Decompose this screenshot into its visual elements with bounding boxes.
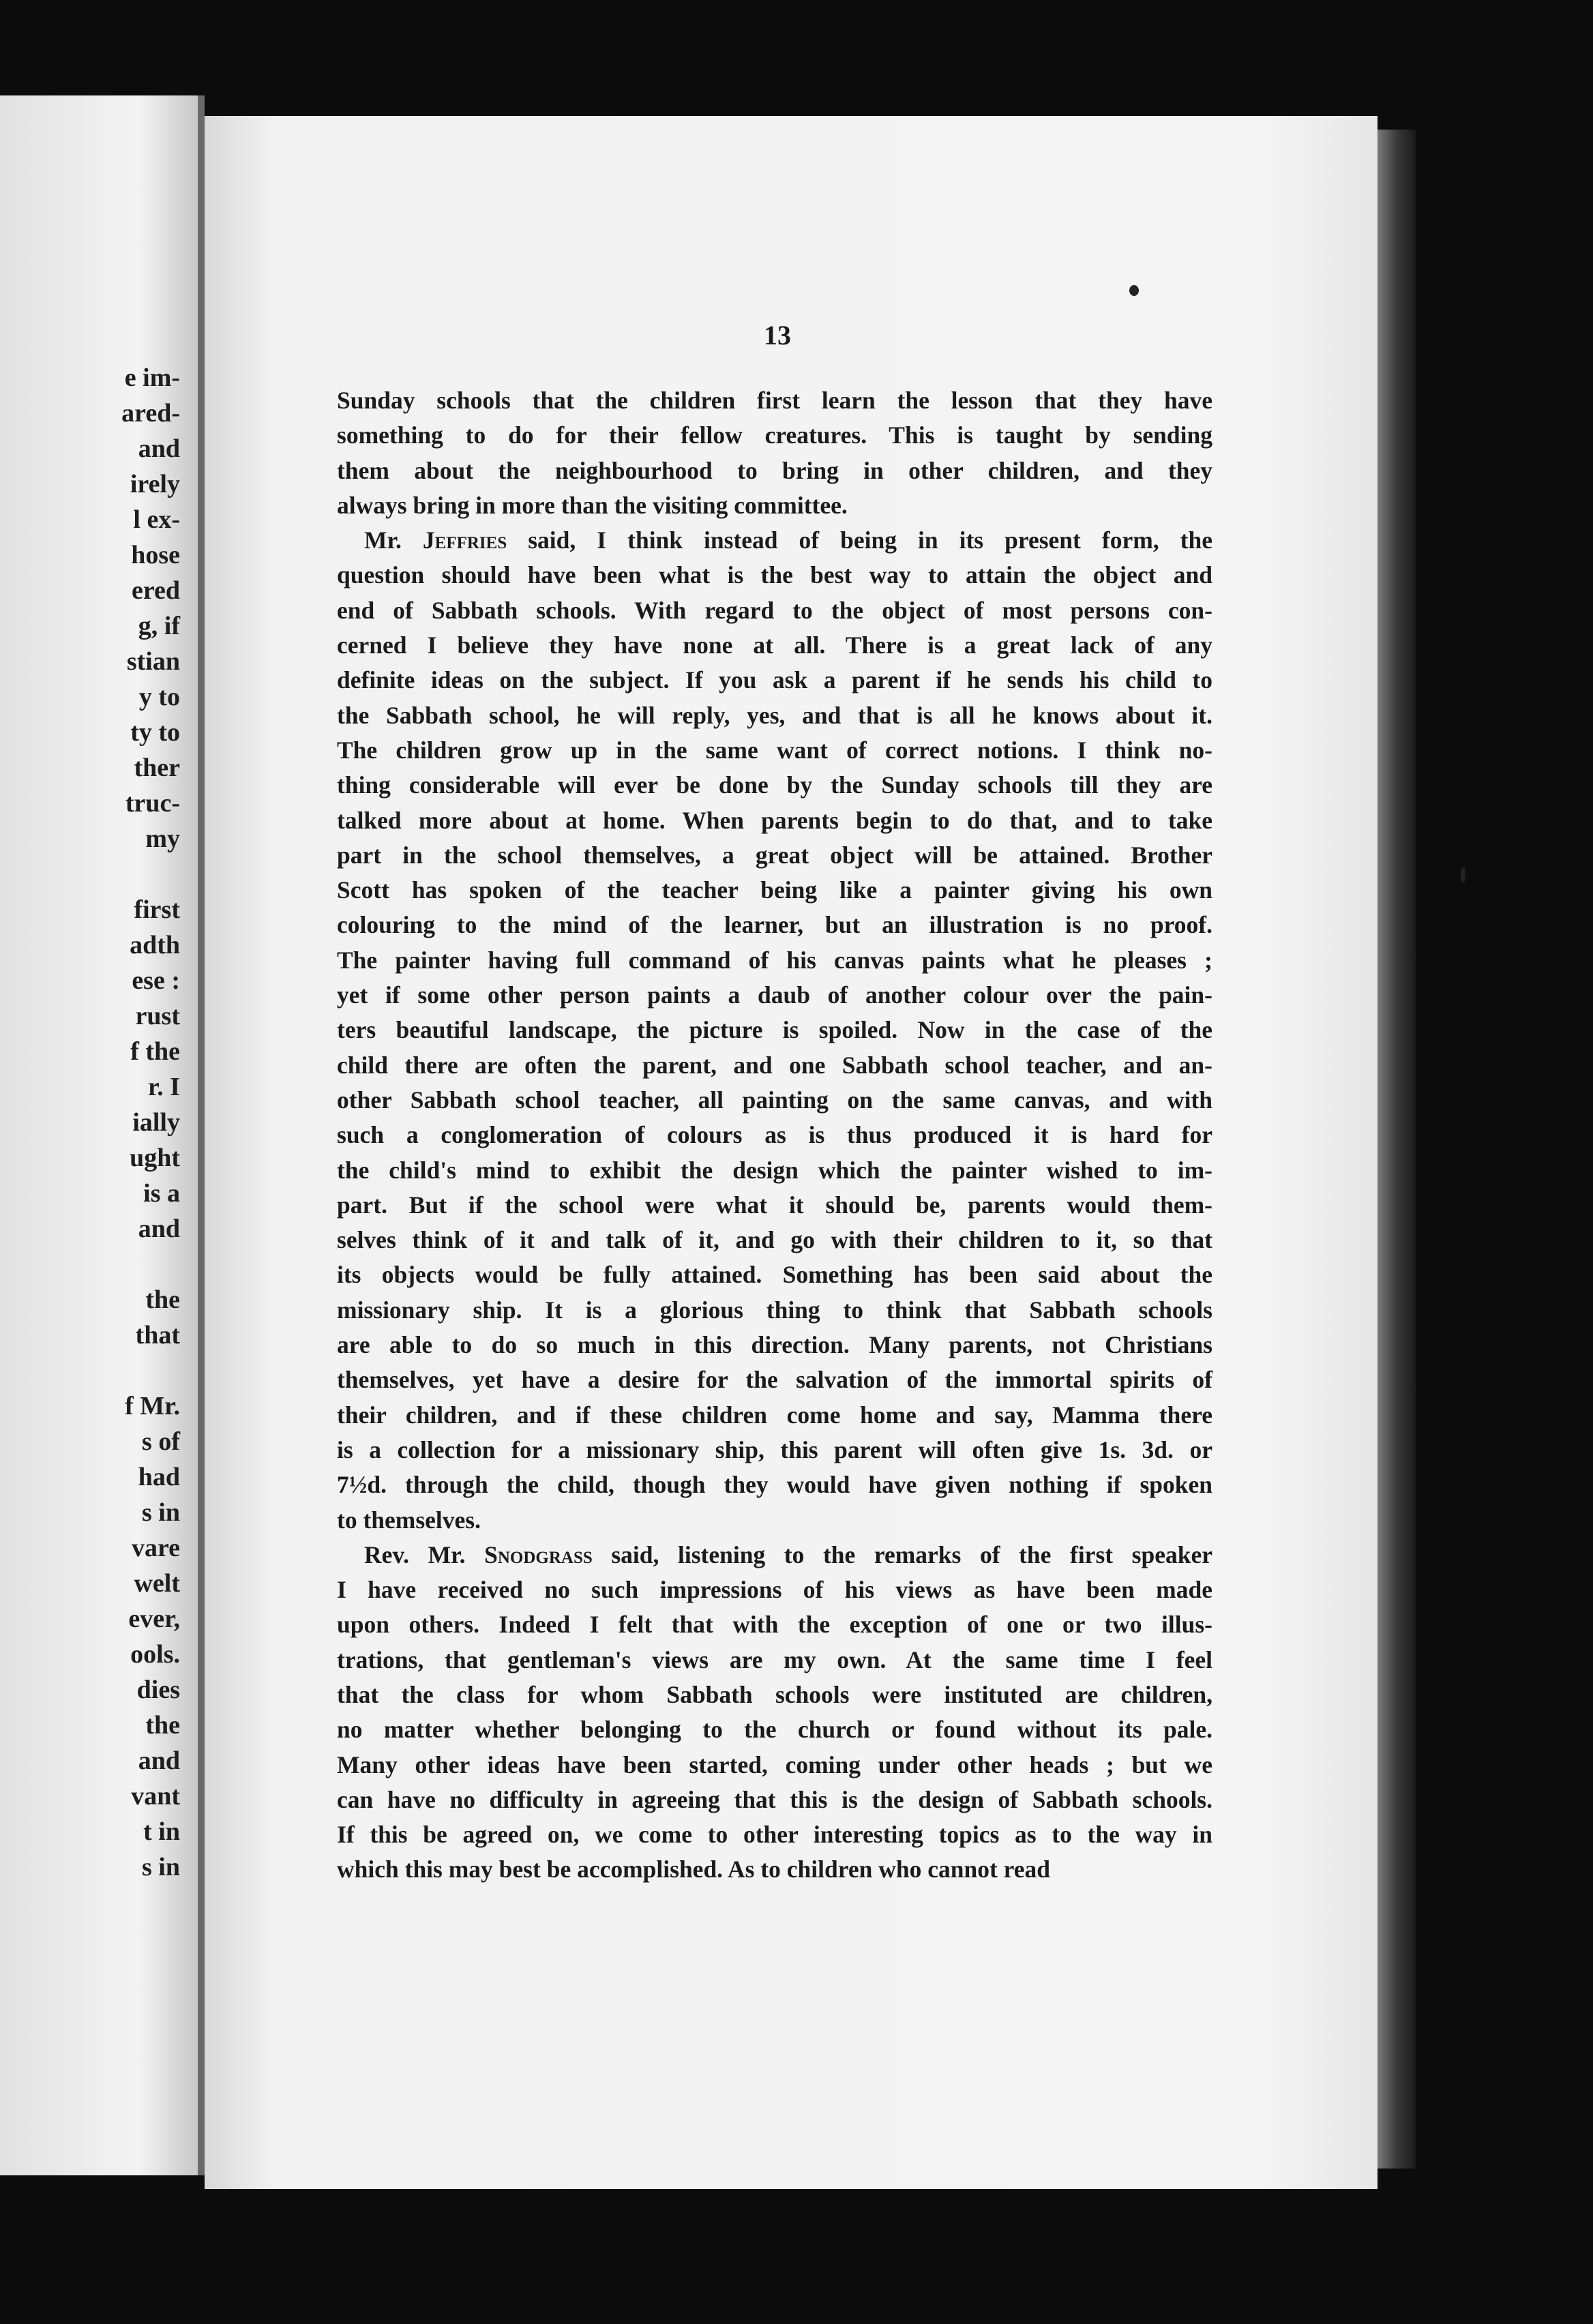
text-line: yet if some other person paints a daub of another colour over the pain-: [337, 981, 1212, 1009]
text-line: them about the neighbourhood to bring in other children, and they: [337, 456, 1212, 484]
text-line: other Sabbath school teacher, all painting on the same canvas, and with: [337, 1086, 1212, 1114]
text-line: which this may best be accomplished. As to children who cannot read: [337, 1856, 1051, 1883]
left-fragment-line: s in: [142, 1498, 180, 1527]
text-line: something to do for their fellow creatures. This is taught by sending: [337, 421, 1212, 449]
text-line: that the class for whom Sabbath schools were instituted are children,: [337, 1680, 1212, 1708]
left-fragment-line: first: [134, 895, 180, 924]
scan-mark: [1461, 867, 1465, 882]
text-line: the child's mind to exhibit the design which the painter wished to im-: [337, 1156, 1212, 1184]
left-fragment-line: ered: [131, 576, 180, 605]
book-gutter: [198, 95, 205, 2175]
text-line: cerned I believe they have none at all. There is a great lack of any: [337, 631, 1212, 659]
left-page-fragment: [0, 95, 198, 2175]
left-fragment-line: t in: [143, 1817, 180, 1846]
left-fragment-line: ther: [134, 754, 180, 782]
left-fragment-line: welt: [134, 1569, 180, 1598]
text-line: its objects would be fully attained. Something has been said about the: [337, 1261, 1212, 1289]
text-line: The painter having full command of his canvas paints what he pleases ;: [337, 946, 1212, 974]
left-page-line-endings: [121, 360, 180, 1885]
left-fragment-line: vare: [131, 1534, 180, 1562]
text-line: If this be agreed on, we come to other interesting topics as to the way in: [337, 1821, 1212, 1849]
text-line: Scott has spoken of the teacher being like a painter giving his own: [337, 876, 1212, 904]
left-fragment-line: that: [135, 1321, 180, 1350]
text-line: their children, and if these children come home and say, Mamma there: [337, 1401, 1212, 1429]
text-line: always bring in more than the visiting committee.: [337, 491, 848, 519]
left-fragment-line: r. I: [147, 1073, 180, 1101]
left-fragment-line: and: [138, 434, 180, 463]
text-line: trations, that gentleman's views are my own. At the same time I feel: [337, 1645, 1212, 1673]
left-fragment-line: is a: [143, 1179, 180, 1208]
left-fragment-line: g, if: [138, 612, 180, 640]
text-line: talked more about at home. When parents begin to do that, and to take: [337, 806, 1212, 834]
text-line: to themselves.: [337, 1506, 481, 1534]
left-fragment-line: [121, 1247, 180, 1282]
text-line: I have received no such impressions of his views as have been made: [337, 1576, 1212, 1604]
page-number: 13: [764, 320, 791, 351]
left-fragment-line: truc-: [125, 789, 180, 818]
text-line: no matter whether belonging to the church or found without its pale.: [337, 1716, 1212, 1744]
speaker-name: Jeffries: [422, 526, 507, 554]
text-line: part in the school themselves, a great object will be attained. Brother: [337, 841, 1212, 869]
text-line: definite ideas on the subject. If you ask a parent if he sends his child to: [337, 666, 1212, 694]
left-fragment-line: ught: [130, 1144, 180, 1172]
ink-speck: [1129, 285, 1139, 296]
text-line: Rev. Mr. Snodgrass said, listening to the remarks of the first speaker: [364, 1540, 1212, 1568]
left-fragment-line: and: [138, 1746, 180, 1775]
left-fragment-line: hose: [131, 541, 180, 569]
left-fragment-line: [121, 856, 180, 892]
text-line: question should have been what is the best way to attain the object and: [337, 561, 1212, 589]
left-fragment-line: had: [138, 1463, 180, 1491]
text-line: missionary ship. It is a glorious thing to think that Sabbath schools: [337, 1296, 1212, 1324]
text-line: is a collection for a missionary ship, this parent will often give 1s. 3d. or: [337, 1435, 1212, 1463]
text-line: can have no difficulty in agreeing that this is the design of Sabbath schools.: [337, 1785, 1212, 1813]
left-fragment-line: ially: [132, 1108, 180, 1137]
page-body-text: [337, 383, 1212, 1888]
text-line: Mr. Jeffries said, I think instead of being in its present form, the: [364, 526, 1212, 554]
text-line: part. But if the school were what it should be, parents would them-: [337, 1191, 1212, 1219]
text-line: colouring to the mind of the learner, but an illustration is no proof.: [337, 911, 1212, 939]
text-line: themselves, yet have a desire for the salvation of the immortal spirits of: [337, 1366, 1212, 1394]
text-line: The children grow up in the same want of correct notions. I think no-: [337, 736, 1212, 764]
left-fragment-line: ever,: [128, 1605, 180, 1633]
text-line: upon others. Indeed I felt that with the exception of one or two illus-: [337, 1611, 1212, 1639]
text-line: child there are often the parent, and one Sabbath school teacher, and an-: [337, 1051, 1212, 1079]
text-line: 7½d. through the child, though they would have given nothing if spoken: [337, 1471, 1212, 1499]
text-line: end of Sabbath schools. With regard to the object of most persons con-: [337, 596, 1212, 624]
text-line: the Sabbath school, he will reply, yes, and that is all he knows about it.: [337, 701, 1212, 729]
text-line: thing considerable will ever be done by the Sunday schools till they are: [337, 771, 1212, 799]
left-fragment-line: f the: [130, 1037, 180, 1066]
left-fragment-line: f Mr.: [125, 1392, 180, 1420]
left-fragment-line: y to: [138, 683, 180, 711]
left-fragment-line: l ex-: [133, 505, 180, 534]
left-fragment-line: rust: [135, 1002, 180, 1030]
left-fragment-line: irely: [130, 470, 180, 498]
left-fragment-line: the: [145, 1711, 180, 1740]
left-fragment-line: the: [145, 1285, 180, 1314]
left-fragment-line: stian: [126, 647, 180, 676]
text-line: ters beautiful landscape, the picture is spoiled. Now in the case of the: [337, 1016, 1212, 1044]
left-fragment-line: s in: [142, 1853, 180, 1881]
left-fragment-line: [121, 1353, 180, 1388]
speaker-name: Snodgrass: [484, 1540, 593, 1568]
text-line: are able to do so much in this direction. Many parents, not Christians: [337, 1331, 1212, 1359]
page-edge-shadow: [1378, 130, 1416, 2169]
left-fragment-line: e im-: [124, 363, 180, 392]
left-fragment-line: dies: [136, 1675, 180, 1704]
left-fragment-line: ty to: [130, 718, 180, 747]
left-fragment-line: adth: [130, 931, 180, 959]
left-fragment-line: ese :: [132, 966, 180, 995]
left-fragment-line: and: [138, 1215, 180, 1243]
text-line: selves think of it and talk of it, and go with their children to it, so that: [337, 1226, 1212, 1254]
left-fragment-line: my: [145, 824, 180, 853]
left-fragment-line: vant: [131, 1782, 180, 1811]
text-line: Sunday schools that the children first learn the lesson that they have: [337, 387, 1212, 414]
text-line: Many other ideas have been started, coming under other heads ; but we: [337, 1751, 1212, 1778]
left-fragment-line: ools.: [130, 1640, 180, 1669]
left-fragment-line: ared-: [121, 399, 180, 428]
text-line: such a conglomeration of colours as is thus produced it is hard for: [337, 1121, 1212, 1149]
left-fragment-line: s of: [142, 1427, 180, 1456]
